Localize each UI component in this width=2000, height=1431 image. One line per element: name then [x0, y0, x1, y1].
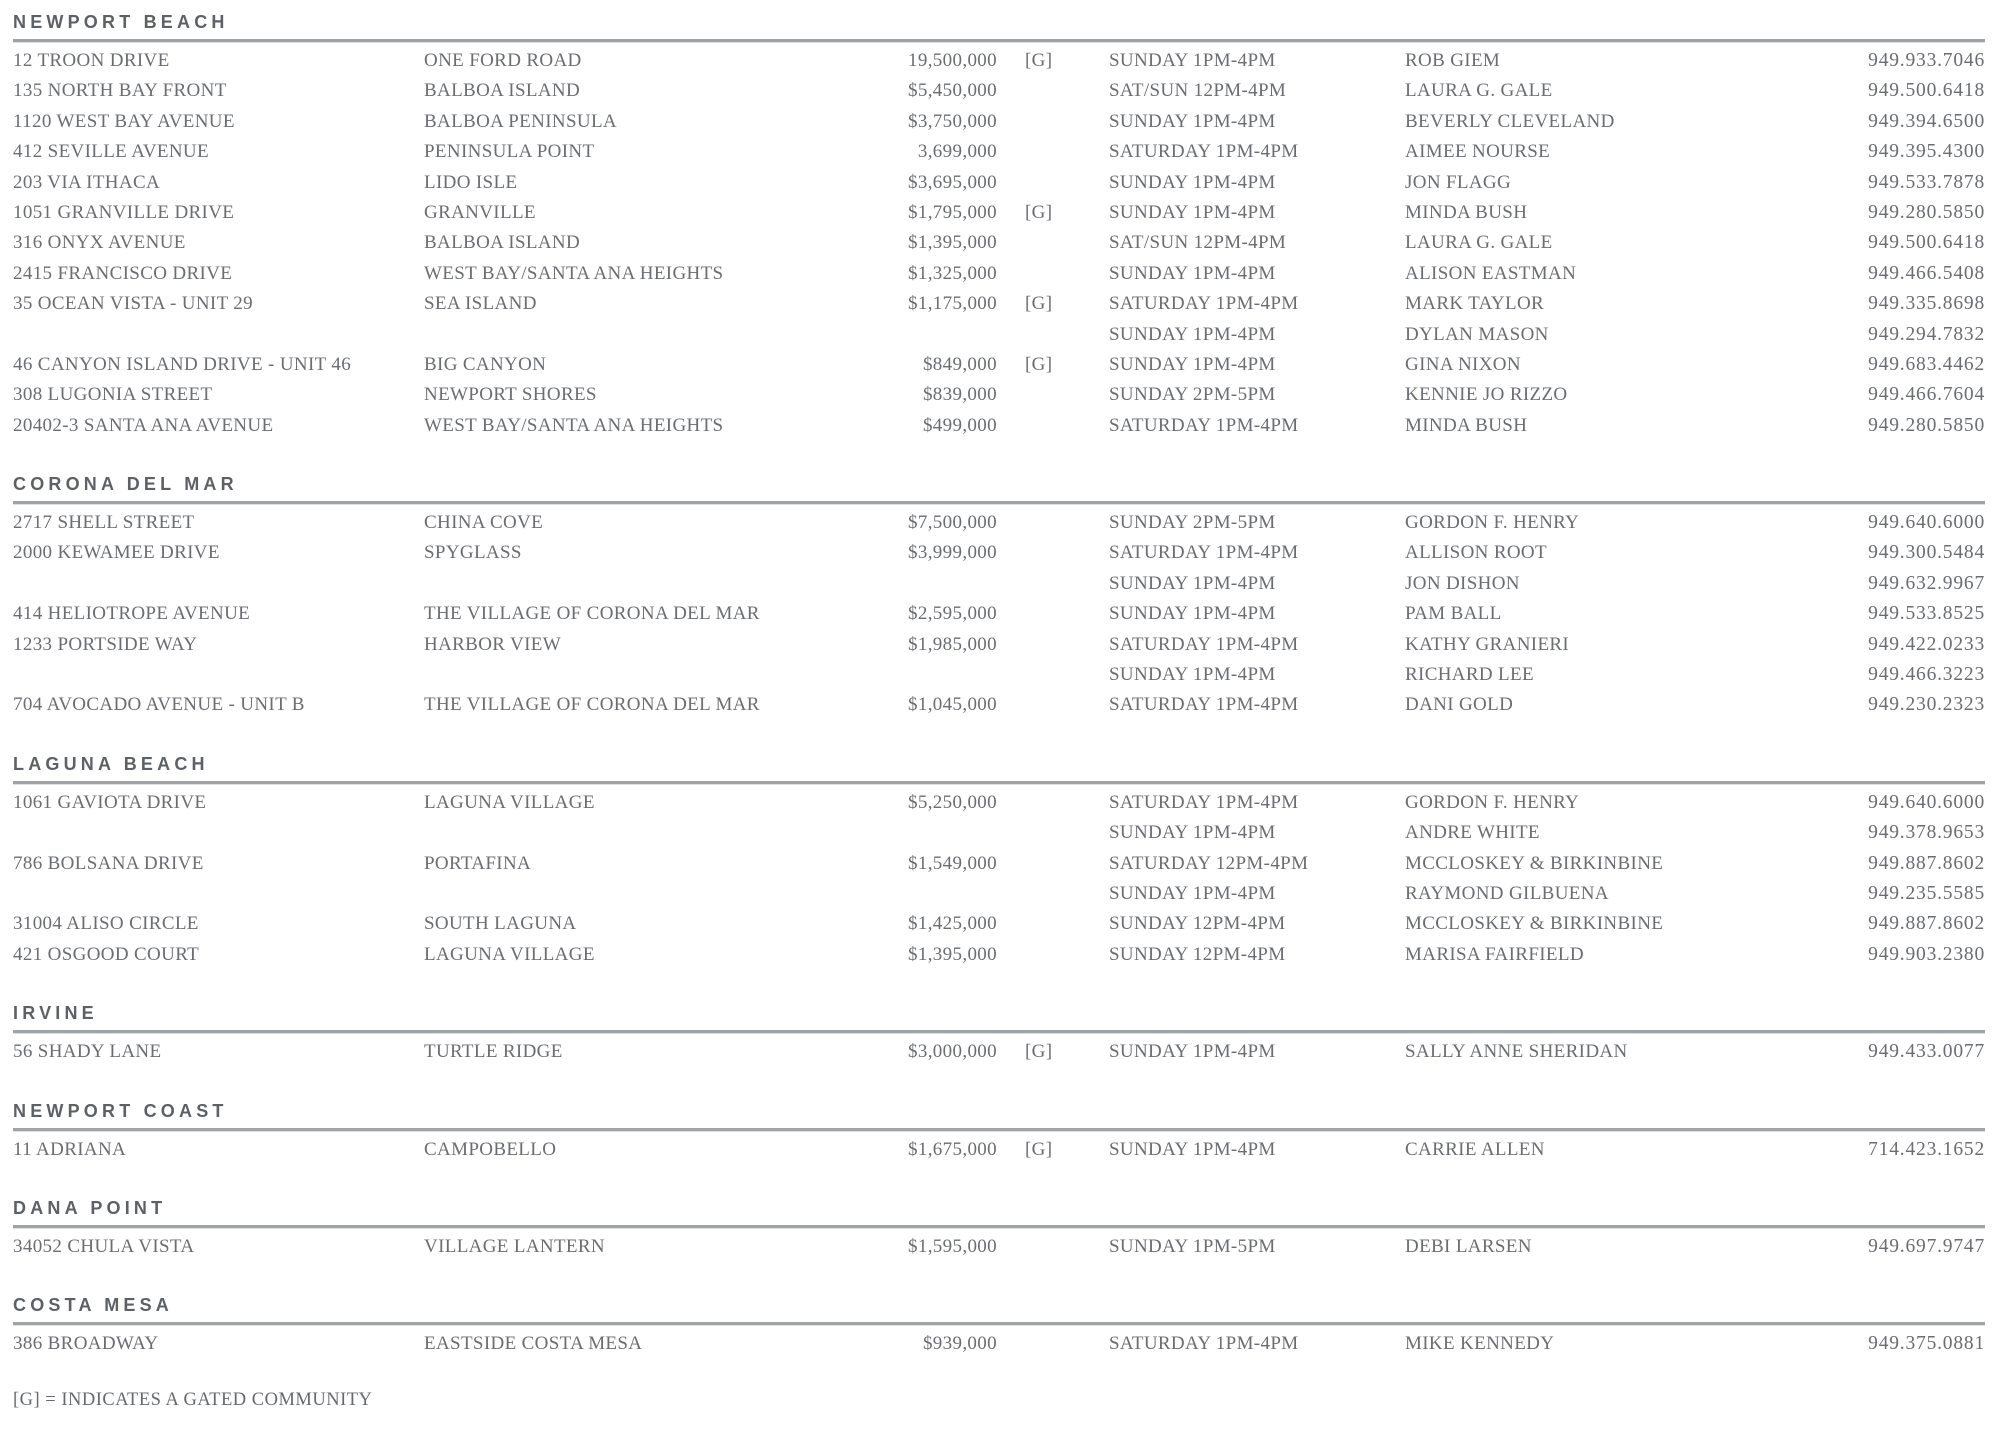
open-house-time: SUNDAY 1PM-4PM	[1109, 110, 1276, 132]
listing-neighborhood: EASTSIDE COSTA MESA	[424, 1333, 643, 1355]
listing-neighborhood: ONE FORD ROAD	[424, 50, 582, 71]
city-section	[13, 12, 1985, 441]
listing-agent: DEBI LARSEN	[1405, 1235, 1532, 1257]
gated-flag	[997, 690, 1109, 720]
listing-address: 20402-3 SANTA ANA AVENUE	[13, 414, 274, 436]
listing-price: $3,695,000	[908, 171, 997, 193]
gated-flag	[997, 137, 1109, 167]
listing-neighborhood: WEST BAY/SANTA ANA HEIGHTS	[424, 262, 724, 284]
listing-neighborhood: TURTLE RIDGE	[424, 1041, 563, 1063]
listing-price	[774, 569, 997, 599]
listing-address: 412 SEVILLE AVENUE	[13, 141, 209, 163]
gated-flag	[997, 107, 1109, 137]
agent-phone: 949.466.5408	[1868, 262, 1985, 284]
listing-price: $849,000	[922, 353, 997, 375]
listing-price: 3,699,000	[917, 141, 997, 163]
listing-agent: MARK TAYLOR	[1405, 293, 1545, 315]
section-rows	[13, 1325, 1985, 1359]
listing-address: 46 CANYON ISLAND DRIVE - UNIT 46	[13, 353, 352, 375]
listing-sections	[13, 12, 1985, 1360]
gated-flag: [G]	[1025, 201, 1053, 223]
listing-neighborhood: WEST BAY/SANTA ANA HEIGHTS	[424, 414, 724, 436]
listing-address: 386 BROADWAY	[13, 1333, 159, 1355]
listing-agent: RAYMOND GILBUENA	[1405, 882, 1609, 904]
gated-flag	[997, 630, 1109, 660]
agent-phone: 949.294.7832	[1868, 323, 1985, 345]
agent-phone: 949.335.8698	[1868, 293, 1985, 315]
listing-agent: ANDRE WHITE	[1405, 822, 1540, 844]
listing-address: 135 NORTH BAY FRONT	[13, 80, 227, 102]
listing-address: 1061 GAVIOTA DRIVE	[13, 791, 207, 813]
agent-phone: 949.640.6000	[1868, 512, 1985, 534]
listing-agent: SALLY ANNE SHERIDAN	[1405, 1041, 1628, 1063]
listing-price: $5,450,000	[908, 80, 997, 102]
gated-flag	[997, 849, 1109, 879]
listing-price: $839,000	[922, 384, 997, 406]
listing-row	[13, 289, 1985, 319]
listing-price: $939,000	[922, 1333, 997, 1355]
listing-row	[13, 599, 1985, 629]
listing-row	[13, 1329, 1985, 1359]
open-house-time: SATURDAY 1PM-4PM	[1109, 414, 1299, 436]
gated-flag	[997, 940, 1109, 970]
listing-neighborhood: BIG CANYON	[424, 353, 547, 375]
listing-row	[13, 320, 1985, 350]
listing-price: $7,500,000	[908, 512, 997, 534]
agent-phone: 949.466.7604	[1868, 384, 1985, 406]
listing-neighborhood: SOUTH LAGUNA	[424, 913, 577, 935]
city-section	[13, 1003, 1985, 1067]
open-house-time: SUNDAY 2PM-5PM	[1109, 384, 1276, 406]
gated-flag	[997, 1329, 1109, 1359]
listing-row	[13, 630, 1985, 660]
listing-neighborhood: THE VILLAGE OF CORONA DEL MAR	[424, 694, 760, 716]
listing-row	[13, 849, 1985, 879]
listing-row	[13, 538, 1985, 568]
listing-row	[13, 46, 1985, 76]
listing-price	[774, 320, 997, 350]
agent-phone: 949.395.4300	[1868, 141, 1985, 163]
listing-row	[13, 879, 1985, 909]
listing-row	[13, 76, 1985, 106]
city-section	[13, 474, 1985, 721]
agent-phone: 949.375.0881	[1868, 1333, 1985, 1355]
open-house-time: SATURDAY 1PM-4PM	[1109, 633, 1299, 655]
listing-neighborhood: BALBOA ISLAND	[424, 80, 581, 102]
listing-agent: RICHARD LEE	[1405, 664, 1534, 686]
open-house-time: SUNDAY 1PM-4PM	[1109, 664, 1276, 686]
agent-phone: 949.683.4462	[1868, 353, 1985, 375]
listing-neighborhood: LAGUNA VILLAGE	[424, 943, 595, 965]
listing-price: $1,985,000	[908, 633, 997, 655]
listing-agent: AIMEE NOURSE	[1405, 141, 1551, 163]
listing-neighborhood	[424, 879, 774, 909]
open-house-time: SUNDAY 1PM-4PM	[1109, 822, 1276, 844]
listing-address	[13, 879, 424, 909]
listing-neighborhood: PENINSULA POINT	[424, 141, 595, 163]
listing-address: 31004 ALISO CIRCLE	[13, 913, 199, 935]
listing-price: $1,395,000	[908, 943, 997, 965]
agent-phone: 949.394.6500	[1868, 110, 1985, 132]
listing-price: 19,500,000	[908, 50, 997, 71]
gated-flag: [G]	[1025, 1041, 1053, 1063]
listing-agent: BEVERLY CLEVELAND	[1405, 110, 1615, 132]
listing-agent: GINA NIXON	[1405, 353, 1521, 375]
open-house-time: SATURDAY 1PM-4PM	[1109, 293, 1299, 315]
listing-row	[13, 228, 1985, 258]
listing-price	[774, 879, 997, 909]
listing-agent: PAM BALL	[1405, 603, 1502, 625]
gated-flag	[997, 320, 1109, 350]
agent-phone: 949.378.9653	[1868, 822, 1985, 844]
listing-address: 1051 GRANVILLE DRIVE	[13, 201, 235, 223]
agent-phone: 949.887.8602	[1868, 913, 1985, 935]
agent-phone: 949.433.0077	[1868, 1041, 1985, 1063]
gated-flag	[997, 538, 1109, 568]
open-house-time: SAT/SUN 12PM-4PM	[1109, 80, 1287, 102]
listing-agent: KENNIE JO RIZZO	[1405, 384, 1568, 406]
agent-phone: 949.500.6418	[1868, 80, 1985, 102]
listing-agent: LAURA G. GALE	[1405, 232, 1553, 254]
listing-address: 2717 SHELL STREET	[13, 512, 195, 534]
agent-phone: 949.230.2323	[1868, 694, 1985, 716]
listing-agent: MIKE KENNEDY	[1405, 1333, 1555, 1355]
agent-phone: 949.697.9747	[1868, 1235, 1985, 1257]
listing-row	[13, 168, 1985, 198]
listing-address: 12 TROON DRIVE	[13, 50, 170, 71]
agent-phone: 949.533.8525	[1868, 603, 1985, 625]
listing-agent: JON DISHON	[1405, 572, 1520, 594]
listing-price: $1,549,000	[908, 852, 997, 874]
listing-address: 414 HELIOTROPE AVENUE	[13, 603, 251, 625]
listing-row	[13, 1232, 1985, 1262]
open-house-time: SATURDAY 1PM-4PM	[1109, 791, 1299, 813]
gated-flag	[997, 569, 1109, 599]
open-house-time: SUNDAY 1PM-4PM	[1109, 1138, 1276, 1160]
listing-price: $1,045,000	[908, 694, 997, 716]
agent-phone: 949.466.3223	[1868, 664, 1985, 686]
city-heading: COSTA MESA	[13, 1295, 174, 1316]
listing-neighborhood: SPYGLASS	[424, 542, 522, 564]
listing-price: $1,325,000	[908, 262, 997, 284]
listing-neighborhood	[424, 818, 774, 848]
agent-phone: 949.235.5585	[1868, 882, 1985, 904]
listing-row	[13, 1135, 1985, 1165]
listing-row	[13, 137, 1985, 167]
listing-address: 316 ONYX AVENUE	[13, 232, 186, 254]
listing-price: $1,425,000	[908, 913, 997, 935]
city-heading: NEWPORT BEACH	[13, 12, 229, 32]
listing-neighborhood: LAGUNA VILLAGE	[424, 791, 595, 813]
listing-address: 786 BOLSANA DRIVE	[13, 852, 204, 874]
open-house-time: SATURDAY 1PM-4PM	[1109, 141, 1299, 163]
open-house-time: SUNDAY 1PM-4PM	[1109, 882, 1276, 904]
listing-neighborhood	[424, 320, 774, 350]
agent-phone: 949.422.0233	[1868, 633, 1985, 655]
listing-row	[13, 940, 1985, 970]
listing-agent: JON FLAGG	[1405, 171, 1512, 193]
listing-agent: ROB GIEM	[1405, 50, 1501, 71]
agent-phone: 949.903.2380	[1868, 943, 1985, 965]
listing-price: $1,595,000	[908, 1235, 997, 1257]
listing-agent: GORDON F. HENRY	[1405, 512, 1580, 534]
gated-flag	[997, 660, 1109, 690]
city-heading: CORONA DEL MAR	[13, 474, 238, 495]
listing-price: $499,000	[922, 414, 997, 436]
gated-flag	[997, 788, 1109, 818]
listing-agent: CARRIE ALLEN	[1405, 1138, 1545, 1160]
listing-agent: GORDON F. HENRY	[1405, 791, 1580, 813]
listing-row	[13, 259, 1985, 289]
listing-address: 308 LUGONIA STREET	[13, 384, 213, 406]
open-house-time: SUNDAY 1PM-4PM	[1109, 201, 1276, 223]
listing-neighborhood: GRANVILLE	[424, 201, 536, 223]
listing-price: $1,795,000	[908, 201, 997, 223]
open-house-time: SUNDAY 1PM-4PM	[1109, 603, 1276, 625]
city-section	[13, 1101, 1985, 1165]
city-heading: LAGUNA BEACH	[13, 753, 209, 774]
gated-legend: [G] = INDICATES A GATED COMMUNITY	[13, 1389, 373, 1410]
gated-flag	[997, 168, 1109, 198]
open-house-time: SUNDAY 12PM-4PM	[1109, 943, 1286, 965]
gated-flag	[997, 76, 1109, 106]
listing-neighborhood: BALBOA PENINSULA	[424, 110, 617, 132]
listing-address	[13, 320, 424, 350]
city-section	[13, 1198, 1985, 1262]
listing-row	[13, 1037, 1985, 1067]
listing-price: $3,750,000	[908, 110, 997, 132]
section-rows	[13, 42, 1985, 441]
listing-address: 203 VIA ITHACA	[13, 171, 161, 193]
listing-price: $1,395,000	[908, 232, 997, 254]
listing-neighborhood: THE VILLAGE OF CORONA DEL MAR	[424, 603, 760, 625]
listing-row	[13, 380, 1985, 410]
listing-neighborhood: LIDO ISLE	[424, 171, 518, 193]
listing-neighborhood: HARBOR VIEW	[424, 633, 562, 655]
listing-row	[13, 107, 1985, 137]
agent-phone: 949.933.7046	[1868, 50, 1985, 71]
listing-row	[13, 411, 1985, 441]
open-house-time: SUNDAY 1PM-4PM	[1109, 50, 1276, 71]
open-house-time: SATURDAY 12PM-4PM	[1109, 852, 1309, 874]
listing-price: $1,175,000	[908, 293, 997, 315]
agent-phone: 714.423.1652	[1868, 1138, 1985, 1160]
listing-row	[13, 660, 1985, 690]
gated-flag: [G]	[1025, 293, 1053, 315]
listing-price: $3,000,000	[908, 1041, 997, 1063]
listing-agent: ALISON EASTMAN	[1405, 262, 1577, 284]
listing-agent: MCCLOSKEY & BIRKINBINE	[1405, 913, 1664, 935]
gated-flag: [G]	[1025, 50, 1053, 71]
agent-phone: 949.640.6000	[1868, 791, 1985, 813]
listing-neighborhood	[424, 569, 774, 599]
open-house-time: SUNDAY 2PM-5PM	[1109, 512, 1276, 534]
listing-agent: MCCLOSKEY & BIRKINBINE	[1405, 852, 1664, 874]
listing-address	[13, 818, 424, 848]
listing-address: 2000 KEWAMEE DRIVE	[13, 542, 220, 564]
listing-row	[13, 198, 1985, 228]
listing-neighborhood: CAMPOBELLO	[424, 1138, 557, 1160]
listing-price: $2,595,000	[908, 603, 997, 625]
open-house-time: SUNDAY 1PM-4PM	[1109, 353, 1276, 375]
agent-phone: 949.632.9967	[1868, 572, 1985, 594]
open-house-time: SUNDAY 1PM-4PM	[1109, 171, 1276, 193]
listing-row	[13, 690, 1985, 720]
agent-phone: 949.533.7878	[1868, 171, 1985, 193]
listing-address: 704 AVOCADO AVENUE - UNIT B	[13, 694, 305, 716]
listing-row	[13, 508, 1985, 538]
open-house-time: SUNDAY 1PM-4PM	[1109, 323, 1276, 345]
gated-flag: [G]	[1025, 1138, 1053, 1160]
listing-row	[13, 818, 1985, 848]
gated-flag	[997, 508, 1109, 538]
listing-row	[13, 788, 1985, 818]
listing-price	[774, 660, 997, 690]
listing-neighborhood: BALBOA ISLAND	[424, 232, 581, 254]
city-section	[13, 1295, 1985, 1359]
listing-agent: MINDA BUSH	[1405, 414, 1528, 436]
listing-agent: DYLAN MASON	[1405, 323, 1549, 345]
open-house-time: SATURDAY 1PM-4PM	[1109, 1333, 1299, 1355]
listing-address: 56 SHADY LANE	[13, 1041, 162, 1063]
listing-neighborhood: PORTAFINA	[424, 852, 532, 874]
section-rows	[13, 1033, 1985, 1067]
listing-row	[13, 909, 1985, 939]
agent-phone: 949.280.5850	[1868, 414, 1985, 436]
city-section	[13, 754, 1985, 970]
listing-neighborhood: SEA ISLAND	[424, 293, 537, 315]
open-house-time: SUNDAY 1PM-4PM	[1109, 1041, 1276, 1063]
listing-agent: MINDA BUSH	[1405, 201, 1528, 223]
city-heading: DANA POINT	[13, 1197, 167, 1218]
listing-neighborhood	[424, 660, 774, 690]
listing-address: 11 ADRIANA	[13, 1138, 127, 1160]
listing-agent: ALLISON ROOT	[1405, 542, 1547, 564]
gated-flag	[997, 259, 1109, 289]
gated-flag	[997, 909, 1109, 939]
listing-row	[13, 569, 1985, 599]
gated-flag	[997, 818, 1109, 848]
listing-address	[13, 569, 424, 599]
gated-flag	[997, 411, 1109, 441]
city-heading: IRVINE	[13, 1003, 98, 1024]
listing-address: 34052 CHULA VISTA	[13, 1235, 195, 1257]
listing-price: $3,999,000	[908, 542, 997, 564]
listing-price: $5,250,000	[908, 791, 997, 813]
gated-flag: [G]	[1025, 353, 1053, 375]
listing-agent: MARISA FAIRFIELD	[1405, 943, 1584, 965]
listing-address: 421 OSGOOD COURT	[13, 943, 200, 965]
gated-flag	[997, 599, 1109, 629]
listing-agent: KATHY GRANIERI	[1405, 633, 1570, 655]
open-house-time: SUNDAY 1PM-4PM	[1109, 572, 1276, 594]
section-rows	[13, 1228, 1985, 1262]
open-house-time: SUNDAY 12PM-4PM	[1109, 913, 1286, 935]
open-house-time: SATURDAY 1PM-4PM	[1109, 694, 1299, 716]
listing-row	[13, 350, 1985, 380]
listing-address: 2415 FRANCISCO DRIVE	[13, 262, 233, 284]
gated-flag	[997, 380, 1109, 410]
section-rows	[13, 784, 1985, 970]
agent-phone: 949.280.5850	[1868, 201, 1985, 223]
city-heading: NEWPORT COAST	[13, 1100, 228, 1121]
listing-neighborhood: NEWPORT SHORES	[424, 384, 597, 406]
listing-neighborhood: VILLAGE LANTERN	[424, 1235, 605, 1257]
listing-address	[13, 660, 424, 690]
agent-phone: 949.500.6418	[1868, 232, 1985, 254]
open-house-time: SUNDAY 1PM-5PM	[1109, 1235, 1276, 1257]
open-house-time: SAT/SUN 12PM-4PM	[1109, 232, 1287, 254]
gated-flag	[997, 879, 1109, 909]
listing-address: 1233 PORTSIDE WAY	[13, 633, 198, 655]
listing-neighborhood: CHINA COVE	[424, 512, 544, 534]
open-house-time: SUNDAY 1PM-4PM	[1109, 262, 1276, 284]
section-rows	[13, 504, 1985, 721]
listing-address: 35 OCEAN VISTA - UNIT 29	[13, 293, 253, 315]
gated-flag	[997, 1232, 1109, 1262]
agent-phone: 949.887.8602	[1868, 852, 1985, 874]
listing-address: 1120 WEST BAY AVENUE	[13, 110, 235, 132]
agent-phone: 949.300.5484	[1868, 542, 1985, 564]
listing-agent: LAURA G. GALE	[1405, 80, 1553, 102]
listing-price: $1,675,000	[908, 1138, 997, 1160]
section-rows	[13, 1131, 1985, 1165]
listing-price	[774, 818, 997, 848]
listing-agent: DANI GOLD	[1405, 694, 1514, 716]
open-house-time: SATURDAY 1PM-4PM	[1109, 542, 1299, 564]
gated-flag	[997, 228, 1109, 258]
